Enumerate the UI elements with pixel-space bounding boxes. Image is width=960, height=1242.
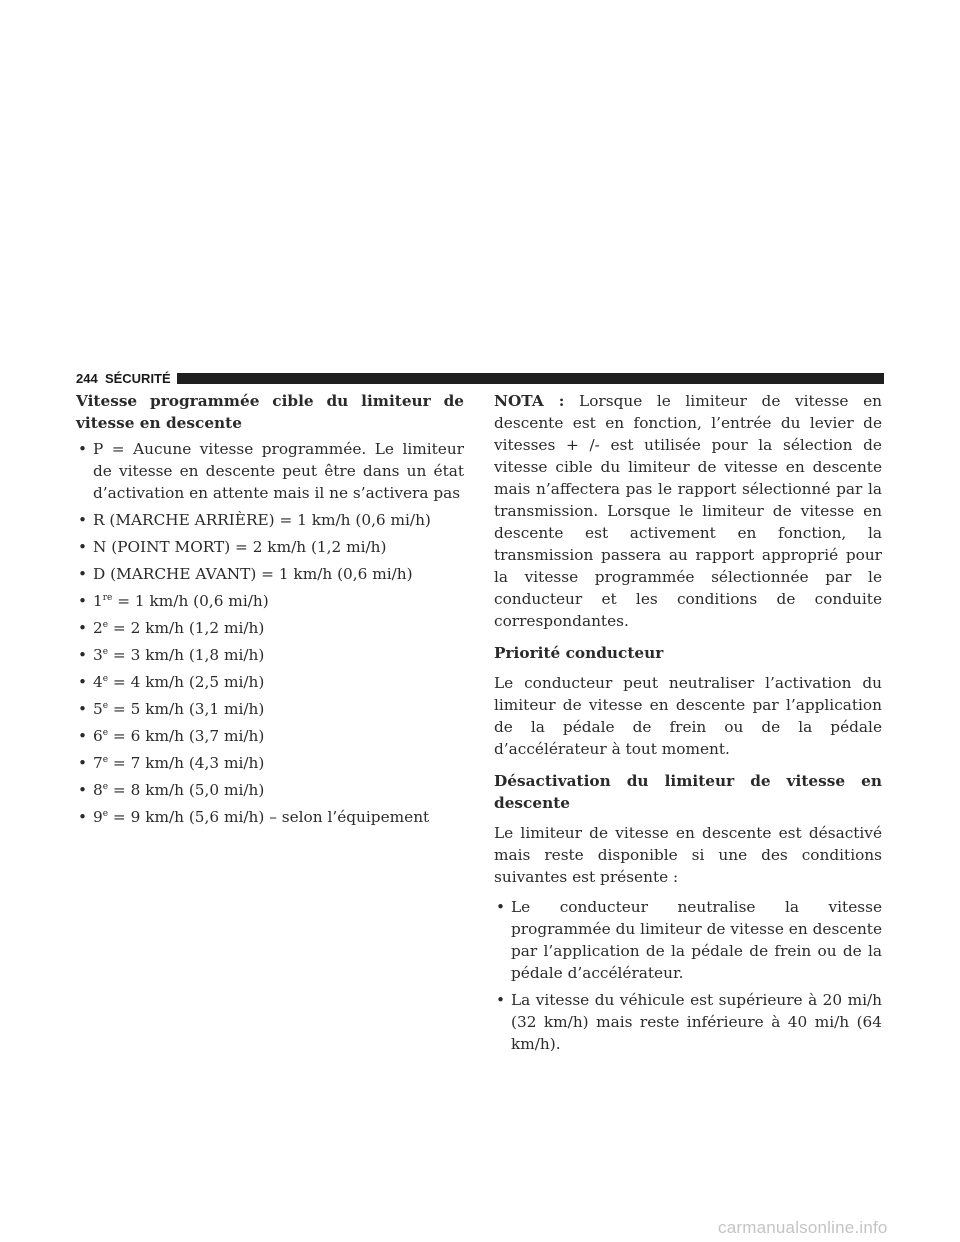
deactivation-heading: Désactivation du limiteur de vitesse en descente: [494, 772, 882, 812]
page-number: 244 SÉCURITÉ: [76, 370, 171, 386]
list-item: • $5^e = 5$ km/h (3,1 mi/h): [78, 700, 265, 718]
list-item: • N (POINT MORT) = 2 km/h (1,2 mi/h): [78, 538, 387, 556]
mode-list: [76, 438, 464, 585]
right-column: [494, 390, 882, 1060]
list-item: • $3^e = 3$ km/h (1,8 mi/h): [78, 646, 265, 664]
header-rule: [177, 373, 884, 384]
list-item: • R (MARCHE ARRIÈRE) = 1 km/h (0,6 mi/h): [78, 511, 431, 529]
gear-list: [76, 590, 464, 828]
list-item: • $6^e = 6$ km/h (3,7 mi/h): [78, 727, 265, 745]
note-label: NOTA :: [494, 392, 565, 410]
watermark: carmanualsonline.info: [718, 1218, 888, 1237]
list-item: • $2^e = 2$ km/h (1,2 mi/h): [78, 619, 265, 637]
driver-override-heading: Priorité conducteur: [494, 644, 664, 662]
note-paragraph: NOTA : Lorsque le limiteur de vitesse en descente est en fonction, l’entrée du levier de vitesses + /- est utilisée pour la sélection de vitesse cible du limiteur de vitesse en descente mais n’affectera pas le rapport sélectionné par la transmission. Lorsque le limiteur de vitesse en descente est activement en fonction, la transmission passera au rapport approprié pour la vitesse programmée sélectionnée par le conducteur et les conditions de conduite correspondantes.: [494, 392, 882, 630]
list-item: • P = Aucune vitesse programmée. Le limiteur de vitesse en descente peut être dans un état d’activation en attente mais il ne s’activera pas: [78, 440, 464, 502]
list-item: • D (MARCHE AVANT) = 1 km/h (0,6 mi/h): [78, 565, 413, 583]
list-item: • 1re = 1 km/h (0,6 mi/h): [78, 592, 269, 610]
left-column: [76, 390, 464, 833]
list-item: • $9^e = 9$ km/h (5,6 mi/h) – selon l’équipement: [78, 808, 430, 826]
section-title: SÉCURITÉ: [104, 370, 171, 386]
list-item: • $8^e = 8$ km/h (5,0 mi/h): [78, 781, 265, 799]
list-item: • Le conducteur neutralise la vitesse programmée du limiteur de vitesse en descente par l’application de la pédale de frein ou de la pédale d’accélérateur.: [496, 898, 882, 982]
list-item: • $4^e = 4$ km/h (2,5 mi/h): [78, 673, 265, 691]
deactivation-list: [494, 896, 882, 1055]
deactivation-text: Le limiteur de vitesse en descente est désactivé mais reste disponible si une des conditions suivantes est présente :: [494, 824, 882, 886]
driver-override-text: Le conducteur peut neutraliser l’activation du limiteur de vitesse en descente par l’application de la pédale de frein ou de la pédale d’accélérateur à tout moment.: [494, 674, 882, 758]
list-item: • $7^e = 7$ km/h (4,3 mi/h): [78, 754, 265, 772]
target-speed-heading: Vitesse programmée cible du limiteur de vitesse en descente: [76, 392, 464, 432]
list-item: • La vitesse du véhicule est supérieure à 20 mi/h (32 km/h) mais reste inférieure à 40 mi/h (64 km/h).: [496, 991, 882, 1053]
page-header: [76, 368, 884, 388]
